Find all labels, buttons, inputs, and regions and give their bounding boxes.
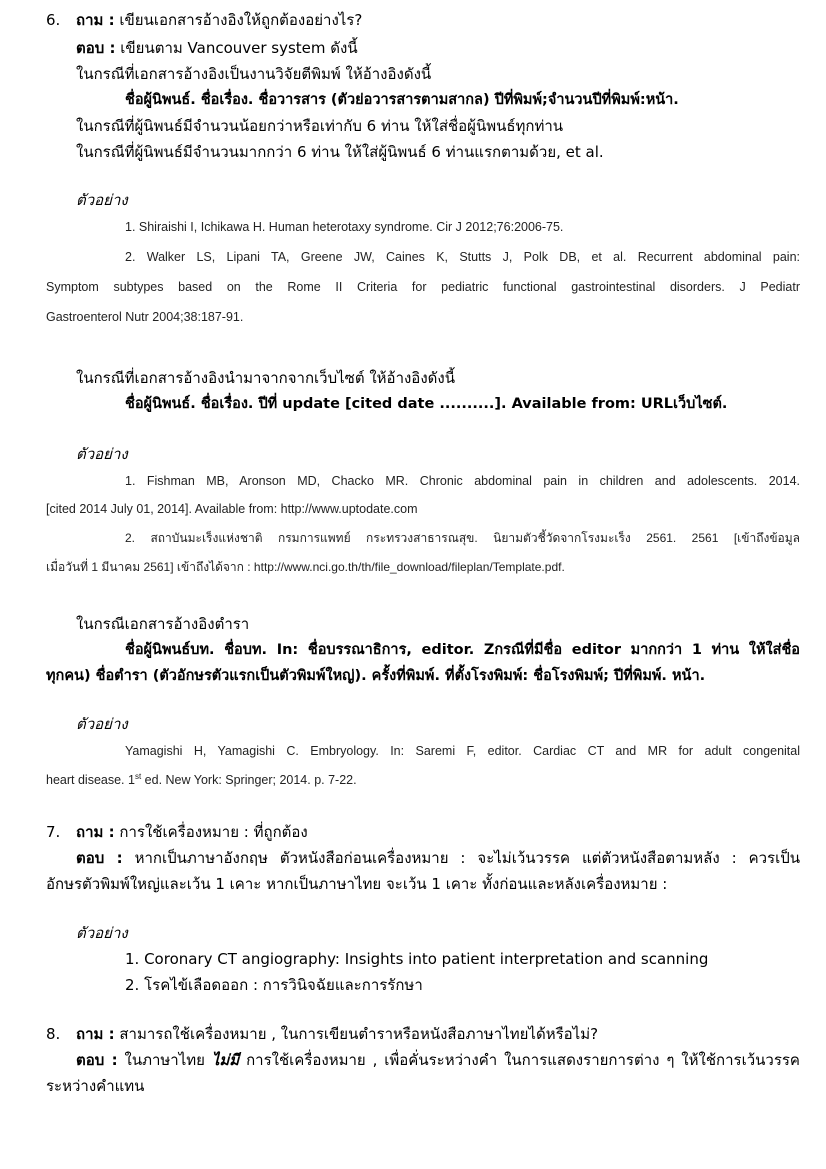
q7-a-label: ตอบ :	[76, 849, 123, 867]
q6-q-label: ถาม :	[76, 11, 115, 29]
q6-example-2-line1: 2. Walker LS, Lipani TA, Greene JW, Caines K, Stutts J, Polk DB, et al. Recurrent abdominal pain:	[125, 250, 800, 264]
q8-answer-line2: ระหว่างคำแทน	[46, 1077, 145, 1095]
q6-example-label-2: ตัวอย่าง	[76, 445, 128, 463]
q8-q-label: ถาม :	[76, 1025, 115, 1043]
q6-web-example-1-line1: 1. Fishman MB, Aronson MD, Chacko MR. Chronic abdominal pain in children and adolescents. 2014.	[125, 474, 800, 488]
q8-number: 8.	[46, 1025, 61, 1043]
q8-a-label: ตอบ :	[76, 1051, 118, 1069]
q7-answer-line2: อักษรตัวพิมพ์ใหญ่และเว้น 1 เคาะ หากเป็นภาษาไทย จะเว้น 1 เคาะ ทั้งก่อนและหลังเครื่องหมาย :	[46, 875, 668, 893]
q6-web-example-2-line2: เมื่อวันที่ 1 มีนาคม 2561] เข้าถึงได้จาก : http://www.nci.go.th/th/file_download/fileplan/Template.pdf.	[46, 560, 565, 574]
q6-book-example-text-b: ed. New York: Springer; 2014. p. 7-22.	[141, 773, 357, 787]
q6-web-example-1-line2: [cited 2014 July 01, 2014]. Available from: http://www.uptodate.com	[46, 502, 418, 516]
q6-rule-few: ในกรณีที่ผู้นิพนธ์มีจำนวนน้อยกว่าหรือเท่ากับ 6 ท่าน ให้ใส่ชื่อผู้นิพนธ์ทุกท่าน	[76, 117, 564, 135]
q6-book-format-line2: ทุกคน) ชื่อตำรา (ตัวอักษรตัวแรกเป็นตัวพิมพ์ใหญ่). ครั้งที่พิมพ์. ที่ตั้งโรงพิมพ์: ชื่อโรงพิมพ์; ปีที่พิมพ์. หน้า.	[46, 668, 706, 684]
q6-answer: เขียนตาม Vancouver system ดังนี้	[120, 39, 358, 57]
q6-example-2-line2: Symptom subtypes based on the Rome II Criteria for pediatric functional gastrointestinal disorders. J Pediatr	[46, 280, 800, 294]
q7-answer-1: หากเป็นภาษาอังกฤษ ตัวหนังสือก่อนเครื่องหมาย : จะไม่เว้นวรรค แต่ตัวหนังสือตามหลัง : ควรเป็น	[134, 849, 800, 867]
q8-question-line	[46, 1026, 598, 1043]
q8-answer-line1	[76, 1052, 800, 1069]
q6-number: 6.	[46, 11, 61, 29]
q6-example-label-1: ตัวอย่าง	[76, 191, 128, 209]
q6-book-intro: ในกรณีเอกสารอ้างอิงตำรา	[76, 615, 250, 633]
q6-answer-line	[76, 40, 358, 57]
q7-number: 7.	[46, 823, 61, 841]
q6-book-example-sup: st	[134, 771, 142, 781]
q8-answer-pre: ในภาษาไทย	[124, 1051, 205, 1069]
q7-example-label: ตัวอย่าง	[76, 924, 128, 942]
q6-book-format-line1: ชื่อผู้นิพนธ์บท. ชื่อบท. In: ชื่อบรรณาธิการ, editor. Zกรณีที่มีชื่อ editor มากกว่า 1 ท่าน ให้ใส่ชื่อ	[125, 642, 800, 658]
q6-web-intro: ในกรณีที่เอกสารอ้างอิงนำมาจากจากเว็บไซต์ ให้อ้างอิงดังนี้	[76, 369, 455, 387]
q6-research-intro: ในกรณีที่เอกสารอ้างอิงเป็นงานวิจัยตีพิมพ์ ให้อ้างอิงดังนี้	[76, 65, 432, 83]
q7-question: การใช้เครื่องหมาย : ที่ถูกต้อง	[119, 823, 308, 841]
q7-answer-line1	[76, 850, 800, 867]
q7-question-line	[46, 824, 308, 841]
q6-question: เขียนเอกสารอ้างอิงให้ถูกต้องอย่างไร?	[119, 11, 363, 29]
q6-web-format: ชื่อผู้นิพนธ์. ชื่อเรื่อง. ปีที่ update [cited date ..........]. Available from: URLเว็บไซต์.	[125, 396, 728, 412]
q6-research-format: ชื่อผู้นิพนธ์. ชื่อเรื่อง. ชื่อวารสาร (ตัวย่อวารสารตามสากล) ปีที่พิมพ์;จำนวนปีที่พิมพ์:หน้า.	[125, 92, 679, 108]
q6-book-example-line2	[46, 773, 357, 787]
q6-web-example-2-line1: 2. สถาบันมะเร็งแห่งชาติ กรมการแพทย์ กระทรวงสาธารณสุข. นิยามตัวชี้วัดจากโรงมะเร็ง 2561. 2561 [เข้าถึงข้อมูล	[125, 531, 800, 545]
q6-book-example-line1: Yamagishi H, Yamagishi C. Embryology. In: Saremi F, editor. Cardiac CT and MR for adult congenital	[125, 744, 800, 758]
q6-example-1: 1. Shiraishi I, Ichikawa H. Human heterotaxy syndrome. Cir J 2012;76:2006-75.	[125, 220, 564, 234]
q6-example-2-line3: Gastroenterol Nutr 2004;38:187-91.	[46, 310, 244, 324]
q7-q-label: ถาม :	[76, 823, 115, 841]
q6-rule-many: ในกรณีที่ผู้นิพนธ์มีจำนวนมากกว่า 6 ท่าน ให้ใส่ผู้นิพนธ์ 6 ท่านแรกตามด้วย, et al.	[76, 143, 604, 161]
q7-example-1: 1. Coronary CT angiography: Insights into patient interpretation and scanning	[125, 950, 709, 968]
q8-question: สามารถใช้เครื่องหมาย , ในการเขียนตำราหรือหนังสือภาษาไทยได้หรือไม่?	[119, 1025, 599, 1043]
q6-question-line	[46, 12, 362, 29]
q6-example-label-3: ตัวอย่าง	[76, 715, 128, 733]
q8-answer-post: การใช้เครื่องหมาย , เพื่อคั่นระหว่างคำ ในการแสดงรายการต่าง ๆ ให้ใช้การเว้นวรรค	[246, 1051, 800, 1069]
q7-example-2: 2. โรคไข้เลือดออก : การวินิจฉัยและการรักษา	[125, 976, 423, 994]
q6-book-example-text-a: heart disease. 1	[46, 773, 135, 787]
q6-a-label: ตอบ :	[76, 39, 116, 57]
q8-answer-emphasis: ไม่มี	[211, 1051, 240, 1069]
